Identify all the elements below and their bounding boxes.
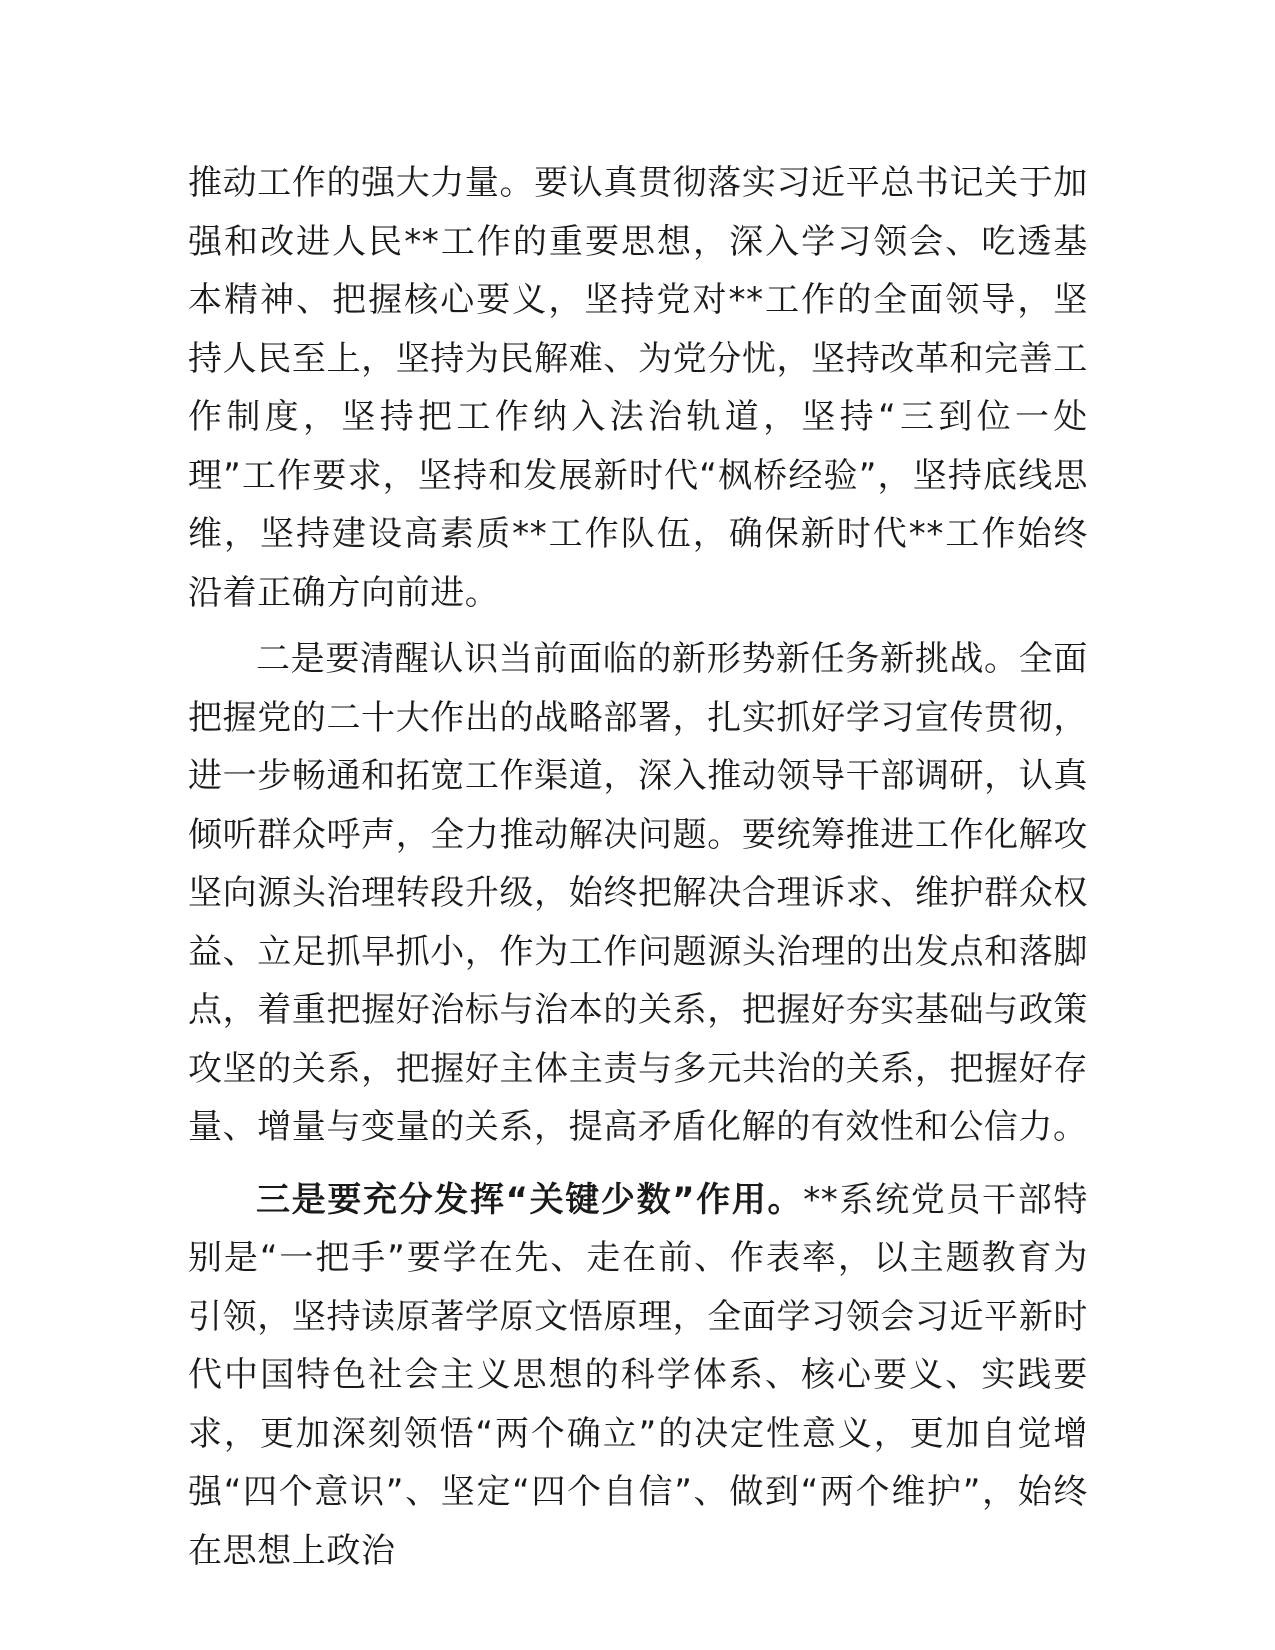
paragraph-2-text: 二是要清醒认识当前面临的新形势新任务新挑战。全面把握党的二十大作出的战略部署，扎实抓好学习宣传贯彻，进一步畅通和拓宽工作渠道，深入推动领导干部调研，认真倾听群众呼声，全力推动解决问题。要统筹推进工作化解攻坚向源头治理转段升级，始终把解决合理诉求、维护群众权益、立足抓早抓小，作为工作问题源头治理的出发点和落脚点，着重把握好治标与治本的关系，把握好夯实基础与政策攻坚的关系，把握好主体主责与多元共治的关系，把握好存量、增量与变量的关系，提高矛盾化解的有效性和公信力。 [188, 639, 1088, 1147]
paragraph-2 [188, 630, 1088, 1157]
paragraph-3-heading: 三是要充分发挥“关键少数”作用。 [256, 1179, 804, 1220]
paragraph-3-text: **系统党员干部特别是“一把手”要学在先、走在前、作表率，以主题教育为引领，坚持读原著学原文悟原理，全面学习领会习近平新时代中国特色社会主义思想的科学体系、核心要义、实践要求，更加深刻领悟“两个确立”的决定性意义，更加自觉增强“四个意识”、坚定“四个自信”、做到“两个维护”，始终在思想上政治 [188, 1179, 1088, 1571]
paragraph-1 [188, 154, 1088, 622]
paragraph-1-text: 推动工作的强大力量。要认真贯彻落实习近平总书记关于加强和改进人民**工作的重要思想，深入学习领会、吃透基本精神、把握核心要义，坚持党对**工作的全面领导，坚持人民至上，坚持为民解难、为党分忧，坚持改革和完善工作制度，坚持把工作纳入法治轨道，坚持“三到位一处理”工作要求，坚持和发展新时代“枫桥经验”，坚持底线思维，坚持建设高素质**工作队伍，确保新时代**工作始终沿着正确方向前进。 [188, 163, 1088, 613]
document-body [188, 154, 1088, 1580]
paragraph-3 [188, 1171, 1088, 1581]
